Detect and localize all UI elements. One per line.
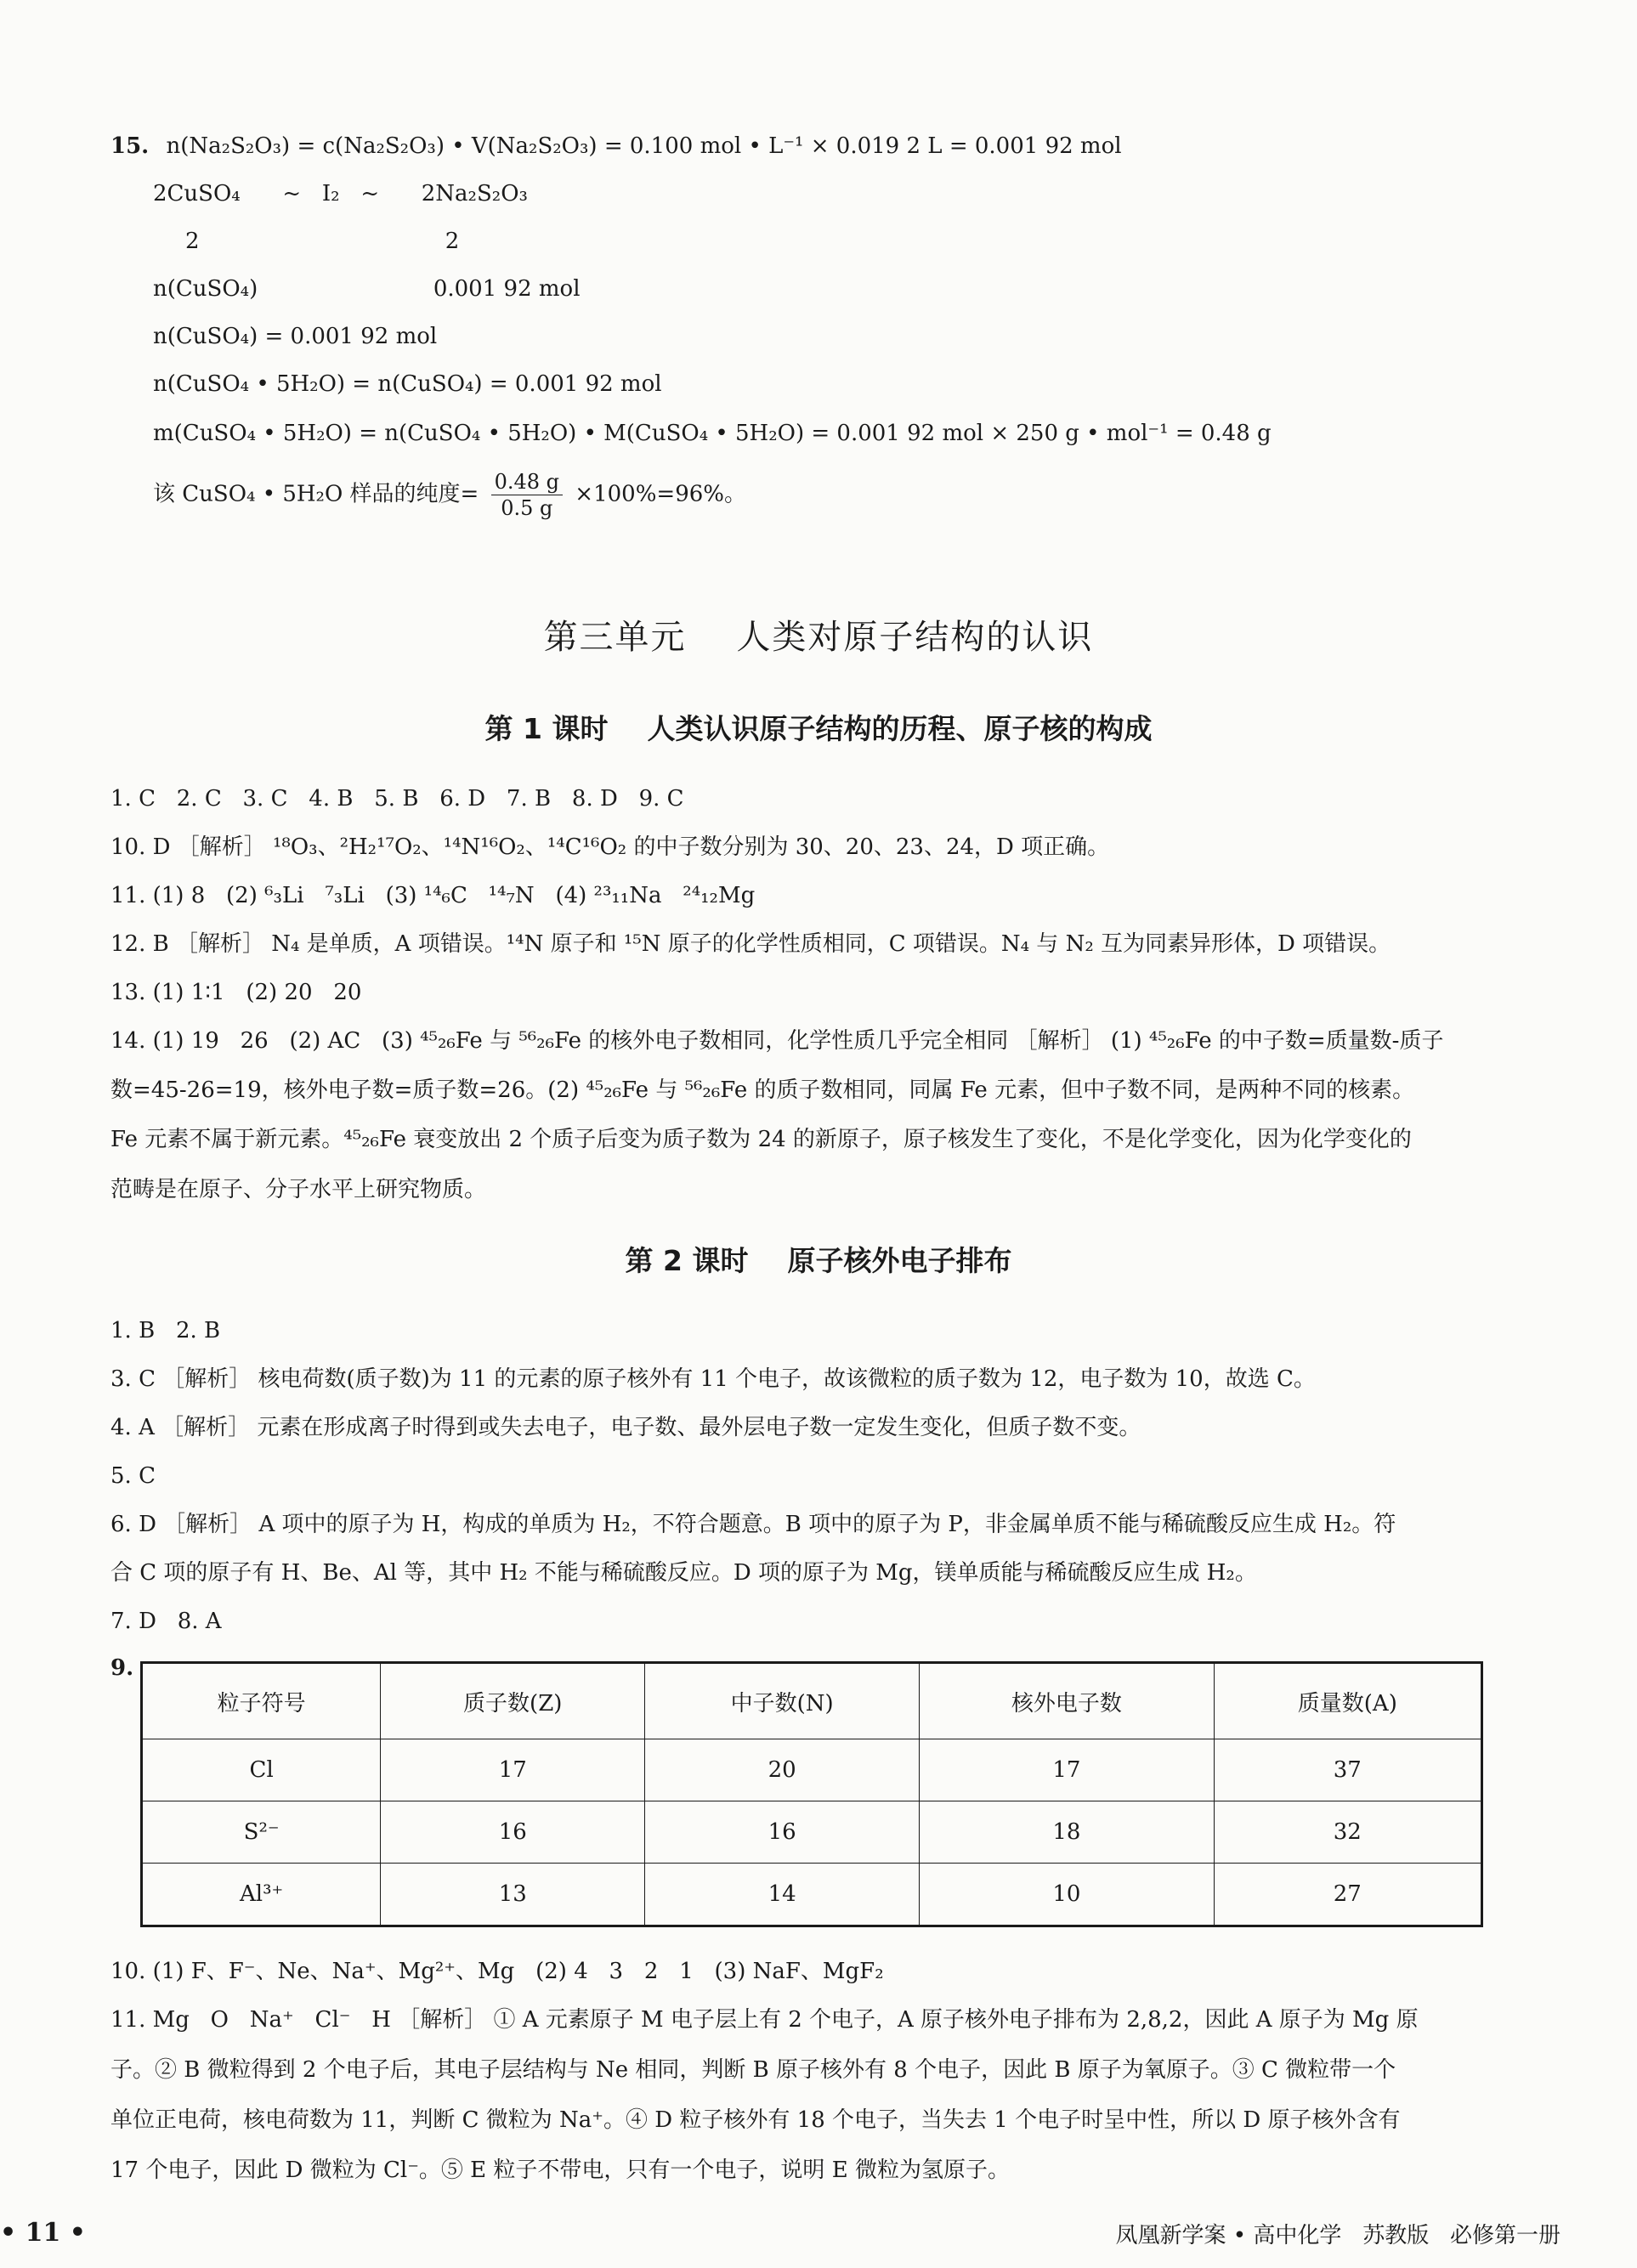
table-cell: 10 xyxy=(920,1864,1214,1926)
lesson2-answer-11-line-1: 11. Mg O Na⁺ Cl⁻ H ［解析］ ① A 元素原子 M 电子层上有 2 个电子，A 原子核外电子排布为 2,8,2，因此 A 原子为 Mg 原 xyxy=(110,2007,1419,2033)
lesson2-answer-3: 3. C ［解析］ 核电荷数(质子数)为 11 的元素的原子核外有 11 个电子，故该微粒的质子数为 12，电子数为 10，故选 C。 xyxy=(110,1366,1316,1392)
q15-text-1: n(Na₂S₂O₃) = c(Na₂S₂O₃) • V(Na₂S₂O₃) = 0.100 mol • L⁻¹ × 0.019 2 L = 0.001 92 mol xyxy=(166,133,1122,159)
particle-table xyxy=(140,1661,1483,1927)
table-cell: 16 xyxy=(381,1801,645,1864)
lesson2-answer-11-line-4: 17 个电子，因此 D 微粒为 Cl⁻。⑤ E 粒子不带电，只有一个电子，说明 E 微粒为氢原子。 xyxy=(110,2158,1010,2183)
table-cell: 27 xyxy=(1214,1864,1481,1926)
lesson2-answer-11-line-2: 子。② B 微粒得到 2 个电子后，其电子层结构与 Ne 相同，判断 B 原子核外有 8 个电子，因此 B 原子为氧原子。③ C 微粒带一个 xyxy=(110,2057,1396,2083)
table-cell: 20 xyxy=(645,1739,920,1801)
lesson1-answer-10: 10. D ［解析］ ¹⁸O₃、²H₂¹⁷O₂、¹⁴N¹⁶O₂、¹⁴C¹⁶O₂ 的中子数分别为 30、20、23、24，D 项正确。 xyxy=(110,834,1110,860)
q15-line-4: n(CuSO₄) 0.001 92 mol xyxy=(153,276,581,302)
table-cell: S²⁻ xyxy=(142,1801,381,1864)
table-header: 粒子符号 xyxy=(142,1663,381,1739)
lesson-1-title: 第 1 课时 人类认识原子结构的历程、原子核的构成 xyxy=(484,712,1153,745)
table-header: 中子数(N) xyxy=(645,1663,920,1739)
q15-line-2: 2CuSO₄ ~ I₂ ~ 2Na₂S₂O₃ xyxy=(153,181,528,206)
table-row xyxy=(142,1864,1482,1926)
table-cell: 18 xyxy=(920,1801,1214,1864)
purity-result: ×100%=96%。 xyxy=(575,481,746,507)
question-9-number: 9. xyxy=(110,1655,134,1681)
purity-fraction xyxy=(491,469,563,521)
table-header: 质子数(Z) xyxy=(381,1663,645,1739)
lesson2-answer-6-line-2: 合 C 项的原子有 H、Be、Al 等，其中 H₂ 不能与稀硫酸反应。D 项的原子为 Mg，镁单质能与稀硫酸反应生成 H₂。 xyxy=(110,1560,1257,1586)
table-cell: 17 xyxy=(381,1739,645,1801)
lesson1-answer-11: 11. (1) 8 (2) ⁶₃Li ⁷₃Li (3) ¹⁴₆C ¹⁴₇N (4) ²³₁₁Na ²⁴₁₂Mg xyxy=(110,883,756,908)
q15-line-5: n(CuSO₄) = 0.001 92 mol xyxy=(153,324,438,349)
q15-line-8 xyxy=(153,469,746,521)
table-cell: 32 xyxy=(1214,1801,1481,1864)
lesson1-answer-13: 13. (1) 1∶1 (2) 20 20 xyxy=(110,980,362,1005)
lesson2-answer-6-line-1: 6. D ［解析］ A 项中的原子为 H，构成的单质为 H₂，不符合题意。B 项中的原子为 P，非金属单质不能与稀硫酸反应生成 H₂。符 xyxy=(110,1512,1396,1537)
table-header-row xyxy=(142,1663,1482,1739)
q15-number: 15. xyxy=(110,133,150,159)
q15-line-1 xyxy=(110,129,1122,163)
lesson-2-title: 第 2 课时 原子核外电子排布 xyxy=(625,1244,1012,1277)
q15-line-7: m(CuSO₄ • 5H₂O) = n(CuSO₄ • 5H₂O) • M(CuSO₄ • 5H₂O) = 0.001 92 mol × 250 g • mol⁻¹ = 0.48 g xyxy=(153,421,1272,446)
lesson1-answer-14-line-3: Fe 元素不属于新元素。⁴⁵₂₆Fe 衰变放出 2 个质子后变为质子数为 24 的新原子，原子核发生了变化，不是化学变化，因为化学变化的 xyxy=(110,1127,1412,1152)
lesson1-answer-14-line-4: 范畴是在原子、分子水平上研究物质。 xyxy=(110,1177,487,1202)
lesson1-answer-14-line-1: 14. (1) 19 26 (2) AC (3) ⁴⁵₂₆Fe 与 ⁵⁶₂₆Fe 的核外电子数相同，化学性质几乎完全相同 ［解析］ (1) ⁴⁵₂₆Fe 的中子数=质量数-质子 xyxy=(110,1028,1444,1054)
lesson1-answer-12: 12. B ［解析］ N₄ 是单质，A 项错误。¹⁴N 原子和 ¹⁵N 原子的化学性质相同，C 项错误。N₄ 与 N₂ 互为同素异形体，D 项错误。 xyxy=(110,931,1391,957)
lesson1-answers-1-9: 1. C 2. C 3. C 4. B 5. B 6. D 7. B 8. D 9. C xyxy=(110,786,684,812)
lesson2-answers-1-2: 1. B 2. B xyxy=(110,1318,221,1343)
purity-label: 该 CuSO₄ • 5H₂O 样品的纯度= xyxy=(153,481,479,507)
lesson1-answer-14-line-2: 数=45-26=19，核外电子数=质子数=26。(2) ⁴⁵₂₆Fe 与 ⁵⁶₂₆Fe 的质子数相同，同属 Fe 元素，但中子数不同，是两种不同的核素。 xyxy=(110,1077,1415,1103)
table-cell: 16 xyxy=(645,1801,920,1864)
table-row xyxy=(142,1801,1482,1864)
q15-line-6: n(CuSO₄ • 5H₂O) = n(CuSO₄) = 0.001 92 mol xyxy=(153,371,662,397)
page-number: • 11 • xyxy=(0,2218,86,2248)
q15-line-3: 2 2 xyxy=(185,229,460,254)
table-cell: 17 xyxy=(920,1739,1214,1801)
book-footer: 凤凰新学案 • 高中化学 苏教版 必修第一册 xyxy=(1115,2223,1561,2248)
table-cell: 13 xyxy=(381,1864,645,1926)
lesson2-answer-5: 5. C xyxy=(110,1463,156,1489)
lesson2-answer-10: 10. (1) F、F⁻、Ne、Na⁺、Mg²⁺、Mg (2) 4 3 2 1 (3) NaF、MgF₂ xyxy=(110,1959,884,1984)
table-header: 质量数(A) xyxy=(1214,1663,1481,1739)
fraction-numerator: 0.48 g xyxy=(491,469,563,495)
table-cell: 37 xyxy=(1214,1739,1481,1801)
unit-title: 第三单元 人类对原子结构的认识 xyxy=(543,618,1094,657)
table-cell: Cl xyxy=(142,1739,381,1801)
fraction-denominator: 0.5 g xyxy=(501,496,553,520)
table-cell: 14 xyxy=(645,1864,920,1926)
lesson2-answer-4: 4. A ［解析］ 元素在形成离子时得到或失去电子，电子数、最外层电子数一定发生变化，但质子数不变。 xyxy=(110,1415,1141,1440)
lesson2-answer-7-8: 7. D 8. A xyxy=(110,1609,222,1634)
table-cell: Al³⁺ xyxy=(142,1864,381,1926)
table-row xyxy=(142,1739,1482,1801)
lesson2-answer-11-line-3: 单位正电荷，核电荷数为 11，判断 C 微粒为 Na⁺。④ D 粒子核外有 18 个电子，当失去 1 个电子时呈中性，所以 D 原子核外含有 xyxy=(110,2107,1401,2133)
table-header: 核外电子数 xyxy=(920,1663,1214,1739)
